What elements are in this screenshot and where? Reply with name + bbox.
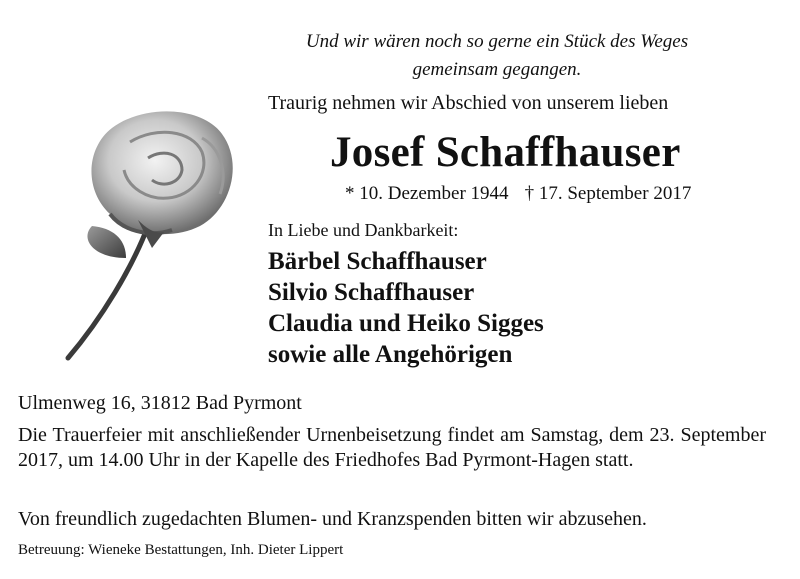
deceased-name: Josef Schaffhauser bbox=[330, 129, 681, 176]
intro-text: Traurig nehmen wir Abschied von unserem lieben bbox=[268, 92, 669, 114]
mourner-name: sowie alle Angehörigen bbox=[268, 341, 513, 368]
mourners-list bbox=[268, 246, 544, 370]
quote: Und wir wären noch so gerne ein Stück des Weges gemeinsam gegangen. bbox=[305, 31, 689, 80]
mourner-name: Claudia und Heiko Sigges bbox=[268, 310, 544, 337]
life-dates bbox=[345, 182, 691, 206]
mourner-name: Silvio Schaffhauser bbox=[268, 279, 475, 306]
birth-date: * 10. Dezember 1944 bbox=[345, 183, 509, 204]
gratitude-line: In Liebe und Dankbarkeit: bbox=[268, 220, 459, 240]
flowers-note: Von freundlich zugedachten Blumen- und Kranzspenden bitten wir abzusehen. bbox=[18, 508, 647, 530]
mourner-name: Bärbel Schaffhauser bbox=[268, 248, 487, 275]
rose-image bbox=[52, 108, 252, 368]
address: Ulmenweg 16, 31812 Bad Pyrmont bbox=[18, 392, 302, 414]
ceremony-details: Die Trauerfeier mit anschließender Urnenbeisetzung findet am Samstag, dem 23. September 2017, um 14.00 Uhr in der Kapelle des Friedhofes Bad Pyrmont-Hagen statt. bbox=[18, 424, 766, 471]
death-date: † 17. September 2017 bbox=[524, 183, 692, 204]
funeral-home-credit: Betreuung: Wieneke Bestattungen, Inh. Dieter Lippert bbox=[18, 542, 344, 558]
